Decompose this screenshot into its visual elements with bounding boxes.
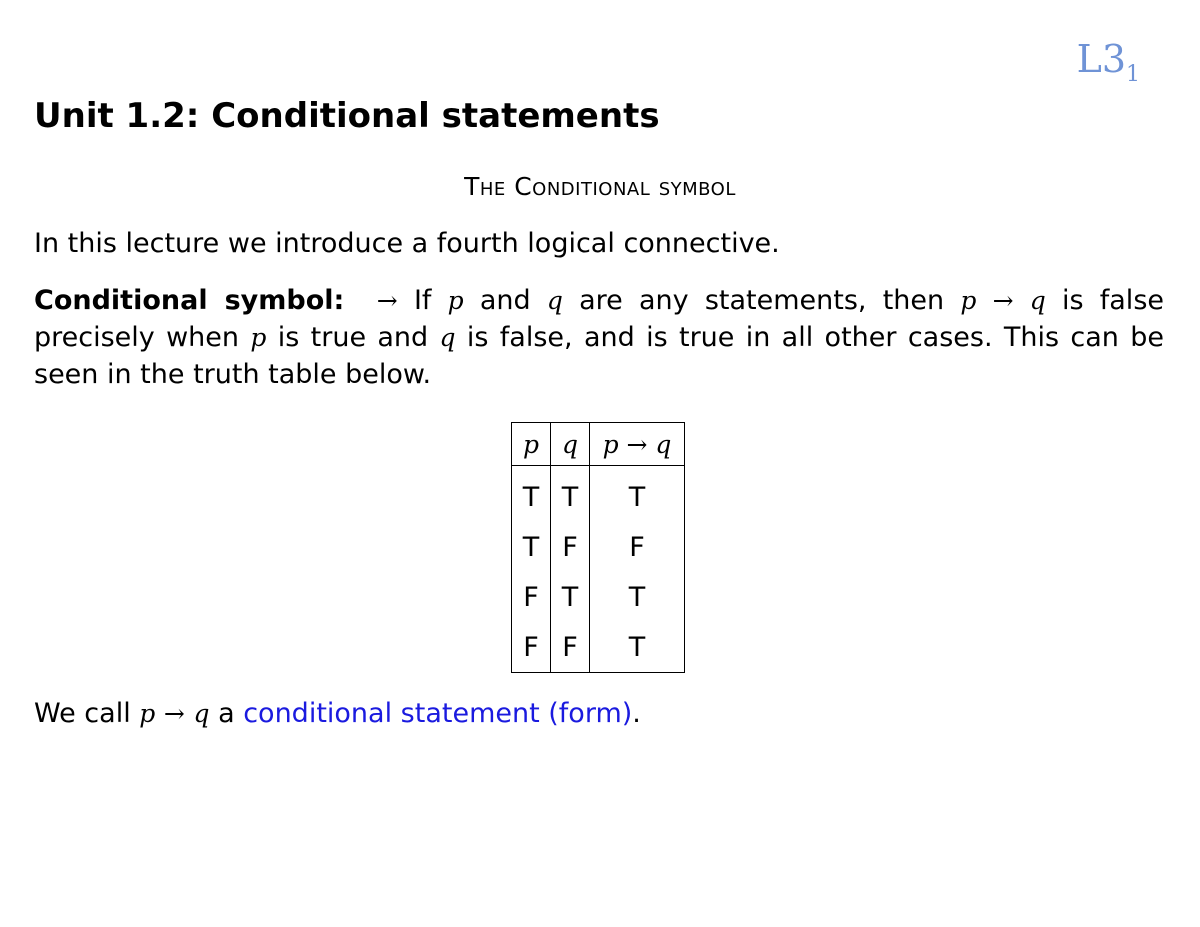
truth-table xyxy=(511,422,685,673)
table-row xyxy=(512,522,685,572)
table-cell: T xyxy=(551,572,590,622)
math-p: p xyxy=(139,699,156,728)
truth-table-header-q: q xyxy=(551,423,590,466)
intro-text: In this lecture we introduce a fourth logical connective. xyxy=(34,228,780,259)
slide-number-main: L3 xyxy=(1076,37,1126,81)
closing-text-before: We call xyxy=(34,698,131,729)
definition-text-5: is true and xyxy=(277,322,429,353)
closing-text-middle: a xyxy=(218,698,235,729)
closing-sentence xyxy=(34,696,641,732)
table-cell: F xyxy=(551,522,590,572)
math-q: q xyxy=(546,286,563,315)
math-q: q xyxy=(439,323,456,352)
truth-table-header-p: p xyxy=(512,423,551,466)
table-cell: F xyxy=(629,531,645,563)
definition-text-4: is false precisely when xyxy=(34,285,1164,353)
table-cell: T xyxy=(512,522,551,572)
definition-text-1: If xyxy=(413,285,432,316)
table-cell: T xyxy=(512,466,551,523)
section-heading: The Conditional symbol xyxy=(464,172,736,201)
table-cell: T xyxy=(628,481,646,513)
definition-text-6: is false, and is true in all other cases. This can be seen in the truth table below. xyxy=(34,322,1164,390)
truth-table-header-row xyxy=(512,423,685,466)
page-title: Unit 1.2: Conditional statements xyxy=(34,96,660,136)
truth-table-header-p-implies-q: p → q xyxy=(590,423,685,466)
slide-number-label xyxy=(1076,37,1140,87)
math-q: q xyxy=(1029,286,1046,315)
conditional-statement-term: conditional statement (form) xyxy=(243,698,633,729)
table-row xyxy=(512,572,685,622)
definition-term: Conditional symbol: xyxy=(34,285,345,316)
slide-number-sub: 1 xyxy=(1126,62,1140,87)
table-cell: F xyxy=(512,622,551,673)
table-cell: T xyxy=(628,581,646,613)
table-cell: T xyxy=(628,631,646,663)
table-cell: F xyxy=(551,622,590,673)
table-row xyxy=(512,466,685,523)
closing-period: . xyxy=(632,698,641,729)
math-p: p xyxy=(250,323,267,352)
definition-text-2: and xyxy=(479,285,531,316)
math-p: p xyxy=(447,286,464,315)
math-p: p xyxy=(960,286,977,315)
table-cell: F xyxy=(512,572,551,622)
table-cell: T xyxy=(551,466,590,523)
conditional-arrow-symbol: → xyxy=(376,286,398,315)
table-row xyxy=(512,622,685,673)
math-q: q xyxy=(193,699,210,728)
math-arrow: → xyxy=(992,286,1014,315)
definition-paragraph xyxy=(34,282,1164,393)
math-arrow: → xyxy=(163,699,185,728)
definition-text-3: are any statements, then xyxy=(579,285,945,316)
